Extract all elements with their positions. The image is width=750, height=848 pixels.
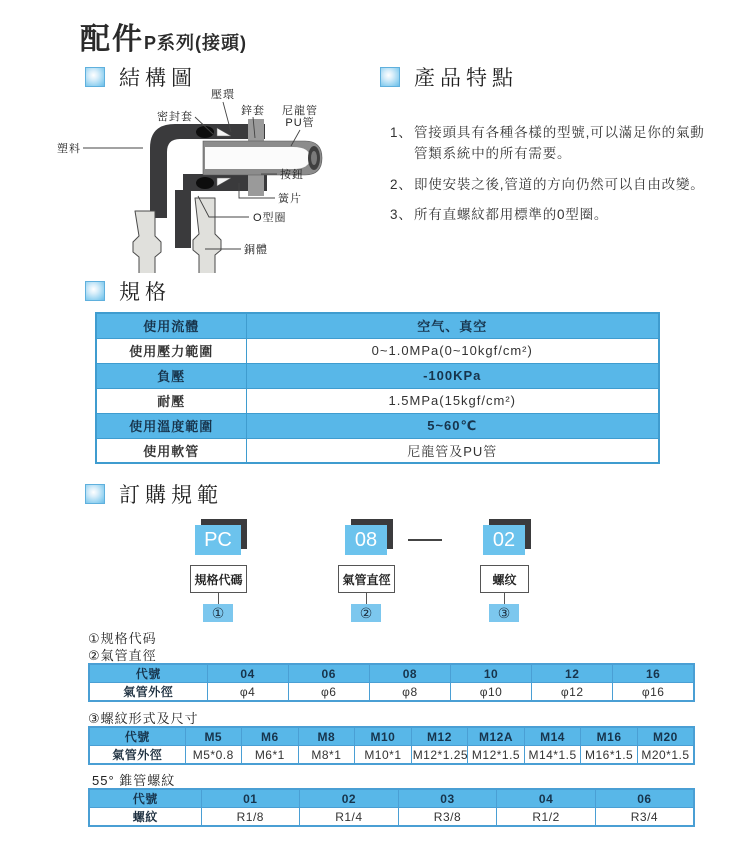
release-button-shape <box>248 174 264 196</box>
order-label-series: 規格代碼 <box>190 565 247 593</box>
spec-row-proof-pressure <box>96 388 659 413</box>
note-thread-form: ③螺紋形式及尺寸 <box>88 711 199 726</box>
cell: M14*1.5 <box>524 746 581 765</box>
tube-end-hole-shape <box>311 151 317 165</box>
spec-value: 尼龍管及PU管 <box>246 438 659 463</box>
page-title-sub: P系列(接頭) <box>144 33 247 53</box>
row-label: 螺紋 <box>89 808 201 827</box>
section-title-specs: 規格 <box>119 281 171 304</box>
left-stem-shape <box>133 211 161 273</box>
col-header: M6 <box>242 727 299 746</box>
cell: M6*1 <box>242 746 299 765</box>
feature-text <box>414 122 705 164</box>
diagram-label-plastic: 塑料 <box>57 143 81 155</box>
spec-label: 使用軟管 <box>96 438 246 463</box>
right-stem-shape <box>193 198 221 273</box>
cell: M20*1.5 <box>637 746 694 765</box>
section-bullet-icon <box>85 484 105 504</box>
connector-line <box>366 593 367 604</box>
page-title-main: 配件 <box>80 23 144 56</box>
col-header: 代號 <box>89 664 207 683</box>
row-label: 氣管外徑 <box>89 746 185 765</box>
col-header: 08 <box>369 664 450 683</box>
cell: M8*1 <box>298 746 355 765</box>
diameter-table-value-row <box>89 683 694 702</box>
col-header: M16 <box>581 727 638 746</box>
cell: M16*1.5 <box>581 746 638 765</box>
note-taper-thread: 55° 錐管螺紋 <box>92 773 176 788</box>
spec-label: 使用壓力範圍 <box>96 338 246 363</box>
order-label-diameter: 氣管直徑 <box>338 565 395 593</box>
feature-text-line2: 管類系統中的所有需要。 <box>414 146 572 161</box>
col-header: 01 <box>201 789 300 808</box>
page-title <box>80 14 247 58</box>
col-header: 06 <box>595 789 694 808</box>
col-header: 代號 <box>89 789 201 808</box>
order-code-separator <box>408 539 442 541</box>
col-header: M14 <box>524 727 581 746</box>
spec-value: 0~1.0MPa(0~10kgf/cm²) <box>246 338 659 363</box>
diagram-label-button: 按鈕 <box>280 169 304 181</box>
order-code-diameter <box>345 525 387 555</box>
diagram-label-spring: 簧片 <box>278 193 302 205</box>
cell: M12*1.25 <box>411 746 468 765</box>
order-num-3: ③ <box>489 604 519 622</box>
spec-row-negative-pressure <box>96 363 659 388</box>
spec-row-pressure-range <box>96 338 659 363</box>
col-header: 12 <box>532 664 613 683</box>
thread-table-header-row <box>89 727 694 746</box>
diagram-label-seal-sleeve: 密封套 <box>157 111 193 123</box>
section-header-specs <box>85 276 171 306</box>
spec-label: 使用溫度範圍 <box>96 413 246 438</box>
col-header: 04 <box>497 789 596 808</box>
order-code-thread <box>483 525 525 555</box>
col-header: 10 <box>450 664 531 683</box>
cell: φ8 <box>369 683 450 702</box>
section-bullet-icon <box>85 281 105 301</box>
order-label-thread: 螺纹 <box>480 565 529 593</box>
thread-table-value-row <box>89 746 694 765</box>
order-code-series-value: PC <box>195 525 241 555</box>
thread-table <box>88 726 695 765</box>
cell: φ16 <box>613 683 694 702</box>
row-label: 氣管外徑 <box>89 683 207 702</box>
spec-row-temperature <box>96 413 659 438</box>
diagram-label-nylon-tube: 尼龍管 <box>282 105 318 117</box>
connector-line <box>218 593 219 604</box>
note-tube-diameter: ②氣管直徑 <box>88 648 157 663</box>
diagram-label-zinc-sleeve: 鋅套 <box>241 105 265 117</box>
spec-label: 使用流體 <box>96 313 246 338</box>
spec-value: -100KPa <box>246 363 659 388</box>
order-code-diameter-value: 08 <box>345 525 387 555</box>
feature-item-1 <box>390 122 745 164</box>
section-title-features: 產品特點 <box>414 67 518 90</box>
spec-value: 空气、真空 <box>246 313 659 338</box>
feature-number: 2、 <box>390 177 413 192</box>
diameter-table-header-row <box>89 664 694 683</box>
features-list <box>390 122 745 225</box>
feature-item-2 <box>390 174 745 195</box>
order-code-series <box>195 525 241 555</box>
cell: R1/4 <box>300 808 399 827</box>
col-header: M20 <box>637 727 694 746</box>
spec-row-fluid <box>96 313 659 338</box>
feature-item-3 <box>390 204 745 225</box>
cell: φ12 <box>532 683 613 702</box>
section-bullet-icon <box>85 67 105 87</box>
col-header: M5 <box>185 727 242 746</box>
cell: R3/8 <box>398 808 497 827</box>
cell: φ10 <box>450 683 531 702</box>
cell: φ4 <box>207 683 288 702</box>
spec-row-hose <box>96 438 659 463</box>
col-header: 04 <box>207 664 288 683</box>
order-code-thread-value: 02 <box>483 525 525 555</box>
tube-bore-shape <box>205 147 310 169</box>
zinc-sleeve-shape <box>248 119 264 141</box>
section-bullet-icon <box>380 67 400 87</box>
diagram-label-copper-body: 銅體 <box>244 244 268 256</box>
cell: M10*1 <box>355 746 412 765</box>
connector-line <box>504 593 505 604</box>
col-header: 06 <box>288 664 369 683</box>
spec-value: 5~60℃ <box>246 413 659 438</box>
col-header: M12 <box>411 727 468 746</box>
fitting-structure-diagram <box>55 86 360 273</box>
cell: R3/4 <box>595 808 694 827</box>
spec-label: 耐壓 <box>96 388 246 413</box>
feature-number: 3、 <box>390 207 413 222</box>
diagram-label-oring: O型圈 <box>253 212 287 224</box>
cell: R1/8 <box>201 808 300 827</box>
center-channel-shape <box>175 190 191 248</box>
col-header: 02 <box>300 789 399 808</box>
taper-table <box>88 788 695 827</box>
section-header-features <box>380 62 518 92</box>
section-title-ordering: 訂購規範 <box>119 484 223 507</box>
feature-number: 1、 <box>390 125 413 140</box>
col-header: M8 <box>298 727 355 746</box>
seal-bottom-shape <box>196 177 214 189</box>
diagram-label-pressure-ring: 壓環 <box>211 89 235 101</box>
note-spec-code: ①规格代码 <box>88 631 157 646</box>
cell: M5*0.8 <box>185 746 242 765</box>
spec-label: 負壓 <box>96 363 246 388</box>
order-num-2: ② <box>351 604 381 622</box>
taper-table-value-row <box>89 808 694 827</box>
feature-text: 所有直螺紋都用標準的0型圈。 <box>414 207 609 222</box>
taper-table-header-row <box>89 789 694 808</box>
order-num-1: ① <box>203 604 233 622</box>
section-header-ordering <box>85 479 223 509</box>
feature-text-line1: 管接頭具有各種各樣的型號,可以滿足你的氣動 <box>414 125 705 140</box>
section-title-structure: 結構圖 <box>119 67 197 90</box>
col-header: 16 <box>613 664 694 683</box>
spec-table <box>95 312 660 464</box>
col-header: 代號 <box>89 727 185 746</box>
cell: R1/2 <box>497 808 596 827</box>
col-header: M10 <box>355 727 412 746</box>
spec-value: 1.5MPa(15kgf/cm²) <box>246 388 659 413</box>
diagram-label-pu-tube: PU管 <box>285 117 315 129</box>
diameter-table <box>88 663 695 702</box>
cell: φ6 <box>288 683 369 702</box>
col-header: M12A <box>468 727 525 746</box>
cell: M12*1.5 <box>468 746 525 765</box>
feature-text: 即使安裝之後,管道的方向仍然可以自由改變。 <box>414 177 705 192</box>
col-header: 03 <box>398 789 497 808</box>
